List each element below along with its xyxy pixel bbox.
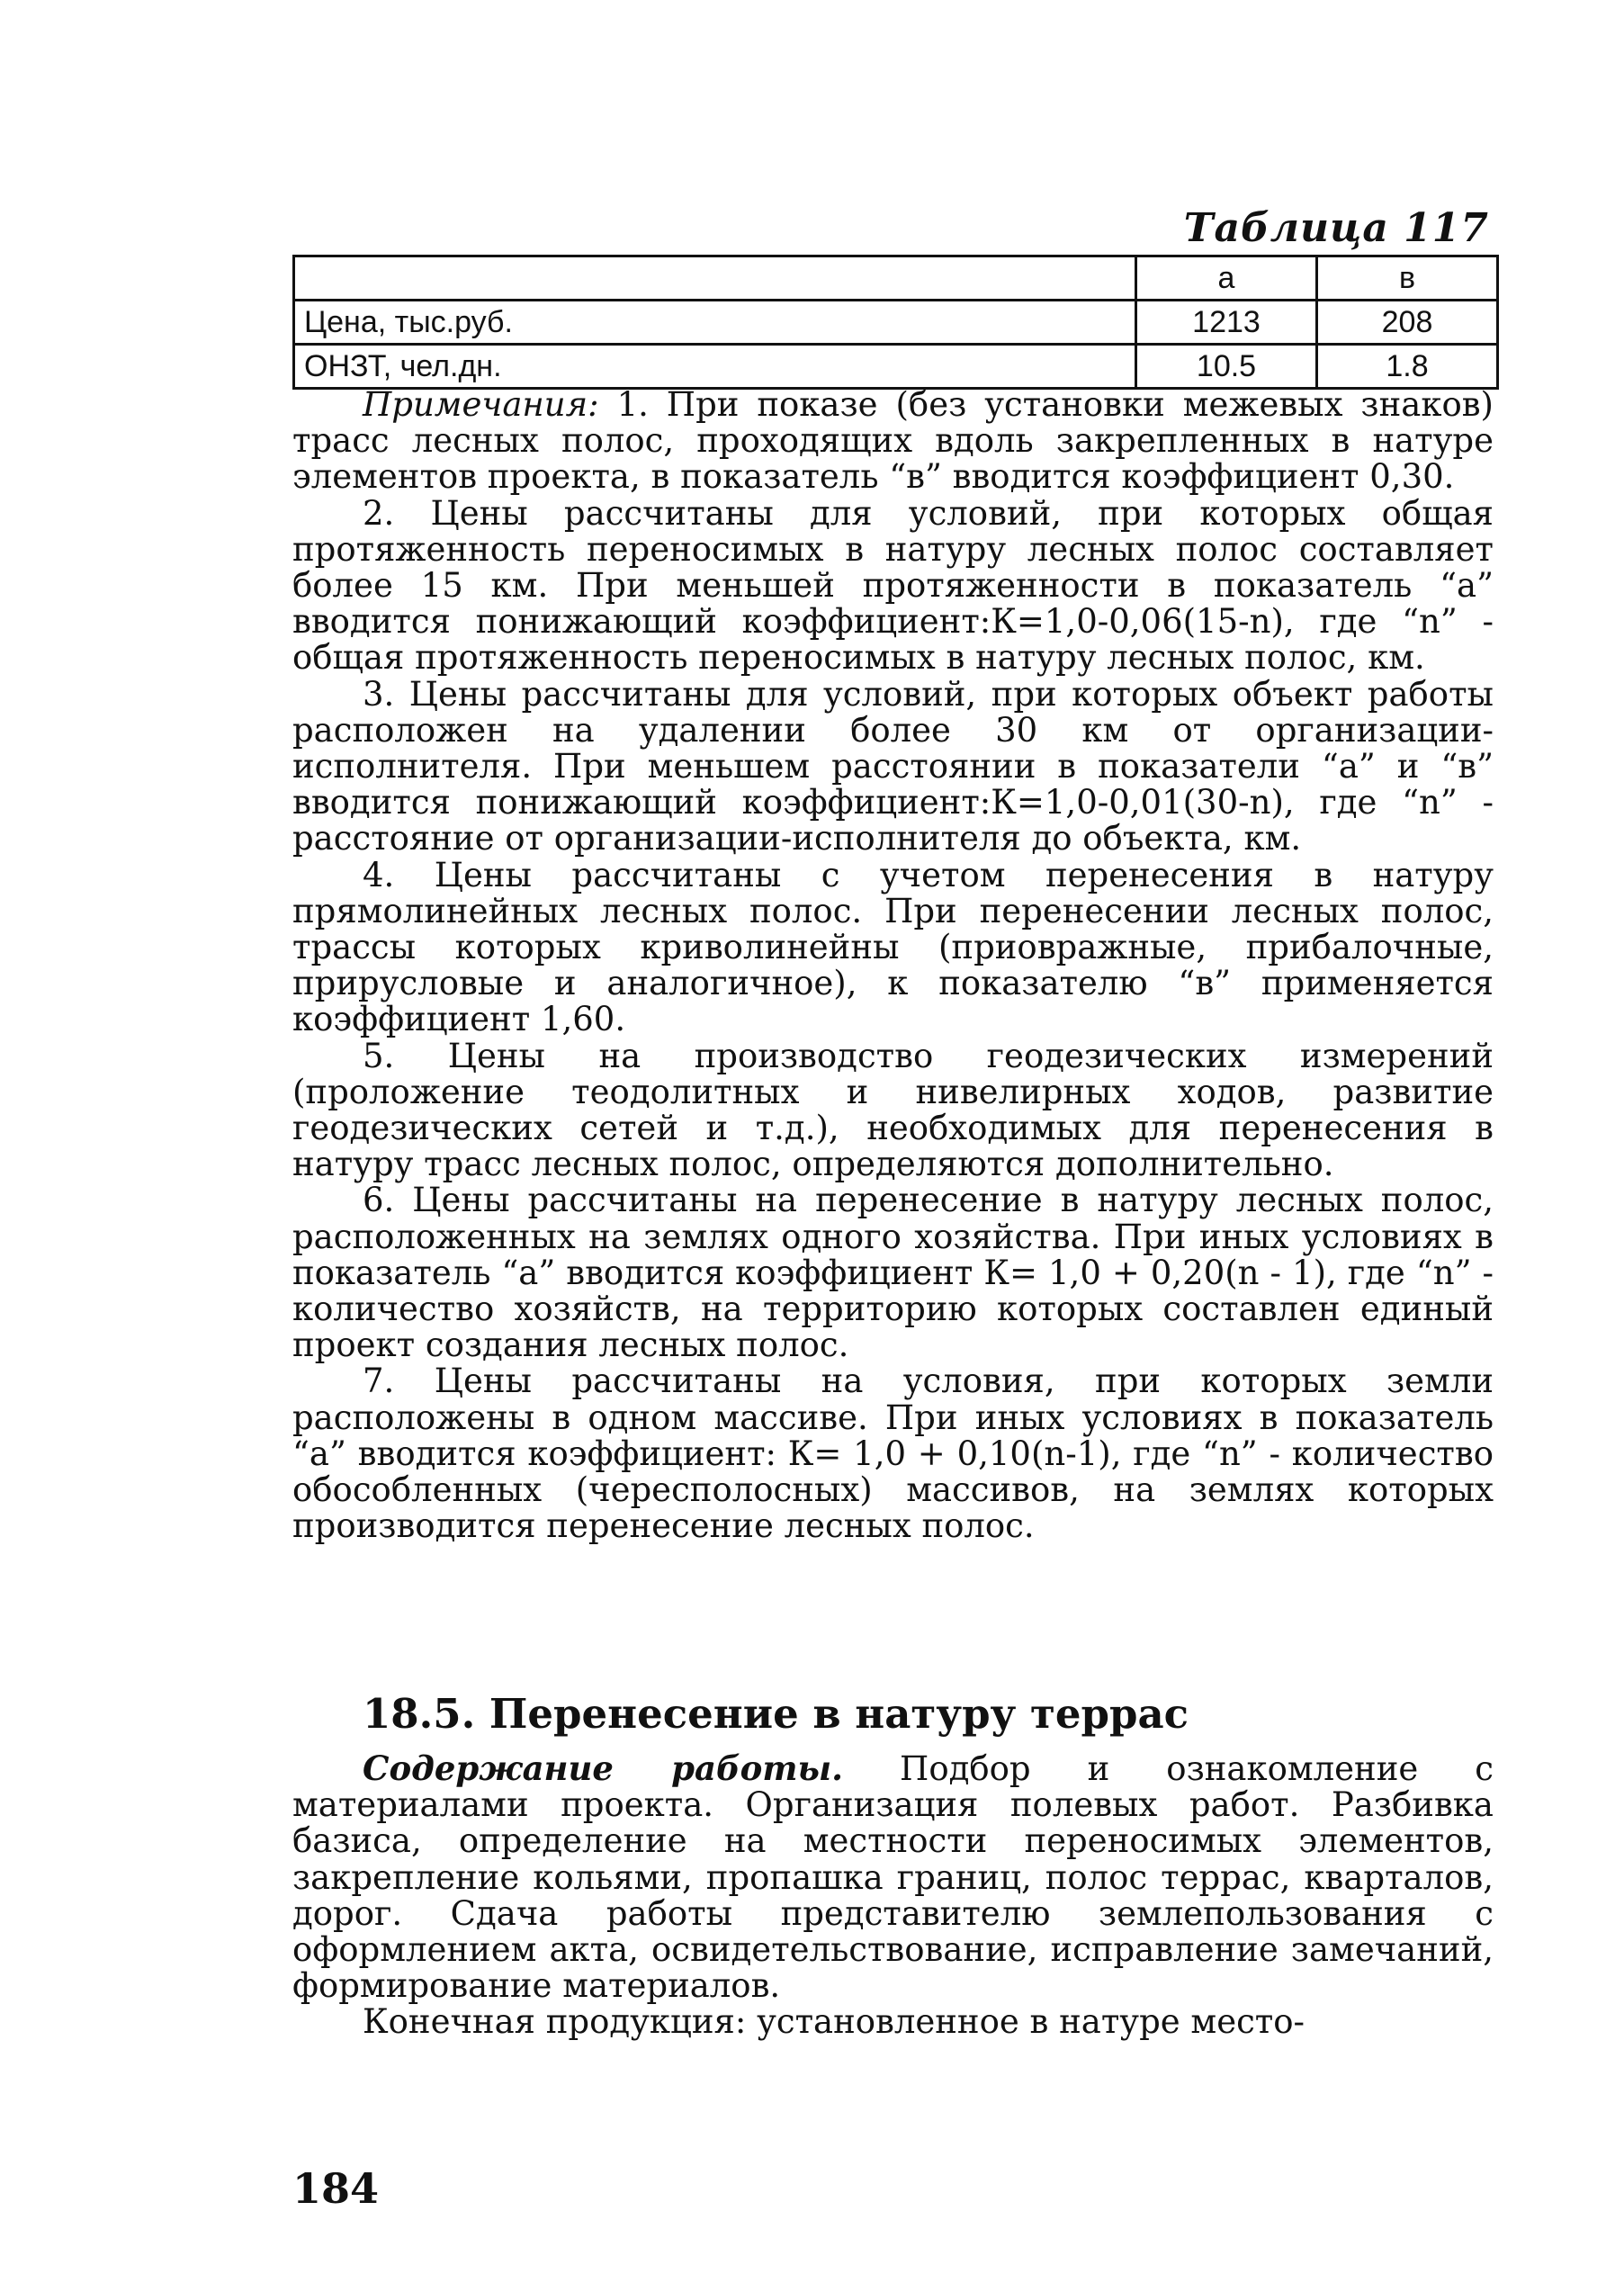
- cell-a: 1213: [1136, 301, 1317, 345]
- note-paragraph: 2. Цены рассчитаны для условий, при которых общая протяженность переносимых в натуру лесных полос составляет более 15 км. При меньшей протяженности в показатель “а” вводится понижающий коэффициент:К=1,0-0,06(15-n), где “n” - общая протяженность переносимых в натуру лесных полос, км.: [292, 493, 1494, 678]
- note-paragraph: 4. Цены рассчитаны с учетом перенесения в натуру прямолинейных лесных полос. При перенесении лесных полос, трассы которых криволинейны (приовражные, прибалочные, прирусловые и аналогичное), к показателю “в” применяется коэффициент 1,60.: [292, 855, 1494, 1039]
- product-paragraph: Конечная продукция: установленное в натуре место-: [363, 2002, 1305, 2042]
- work-lead: Содержание работы.: [363, 1748, 844, 1788]
- price-table: [292, 255, 1499, 390]
- note-text: 1. При показе (без установки межевых знаков) трасс лесных полос, проходящих вдоль закрепленных в натуре элементов проекта, в показатель “в” вводится коэффициент 0,30.: [292, 385, 1494, 497]
- row-label: Цена, тыс.руб.: [294, 301, 1136, 345]
- header-cell-empty: [294, 256, 1136, 301]
- note-paragraph: 5. Цены на производство геодезических измерений (проложение теодолитных и нивелирных ходов, развитие геодезических сетей и т.д.), необходимых для перенесения в натуру трасс лесных полос, определяются дополнительно.: [292, 1036, 1494, 1184]
- notes-block: [292, 387, 1494, 1545]
- page-number: 184: [292, 2164, 380, 2213]
- work-paragraph: [292, 1750, 1494, 2004]
- table-row: [294, 345, 1498, 389]
- table-row: [294, 301, 1498, 345]
- note-paragraph: [292, 387, 1494, 496]
- notes-lead: Примечания:: [363, 385, 599, 424]
- cell-b: 208: [1317, 301, 1498, 345]
- row-label: ОНЗТ, чел.дн.: [294, 345, 1136, 389]
- header-cell-b: в: [1317, 256, 1498, 301]
- cell-b: 1.8: [1317, 345, 1498, 389]
- note-paragraph: 7. Цены рассчитаны на условия, при которых земли расположены в одном массиве. При иных условиях в показатель “а” вводится коэффициент: К= 1,0 + 0,10(n-1), где “n” - количество обособленных (чересполосных) массивов, на землях которых производится перенесение лесных полос.: [292, 1362, 1494, 1546]
- work-content-block: [292, 1750, 1494, 2041]
- section-heading: 18.5. Перенесение в натуру террас: [363, 1690, 1189, 1738]
- work-text: Подбор и ознакомление с материалами проекта. Организация полевых работ. Разбивка базиса, определение на местности переносимых элементов, закрепление кольями, пропашка границ, полос террас, кварталов, дорог. Сдача работы представителю землепользования с оформлением акта, освидетельствование, исправление замечаний, формирование материалов.: [292, 1749, 1494, 2006]
- header-cell-a: а: [1136, 256, 1317, 301]
- note-paragraph: 3. Цены рассчитаны для условий, при которых объект работы расположен на удалении более 30 км от организации-исполнителя. При меньшем расстоянии в показатели “а” и “в” вводится понижающий коэффициент:К=1,0-0,01(30-n), где “n” - расстояние от организации-исполнителя до объекта, км.: [292, 674, 1494, 858]
- table-caption: Таблица 117: [1183, 205, 1489, 251]
- table-header-row: [294, 256, 1498, 301]
- note-paragraph: 6. Цены рассчитаны на перенесение в натуру лесных полос, расположенных на землях одного хозяйства. При иных условиях в показатель “а” вводится коэффициент К= 1,0 + 0,20(n - 1), где “n” - количество хозяйств, на территорию которых составлен единый проект создания лесных полос.: [292, 1181, 1494, 1365]
- cell-a: 10.5: [1136, 345, 1317, 389]
